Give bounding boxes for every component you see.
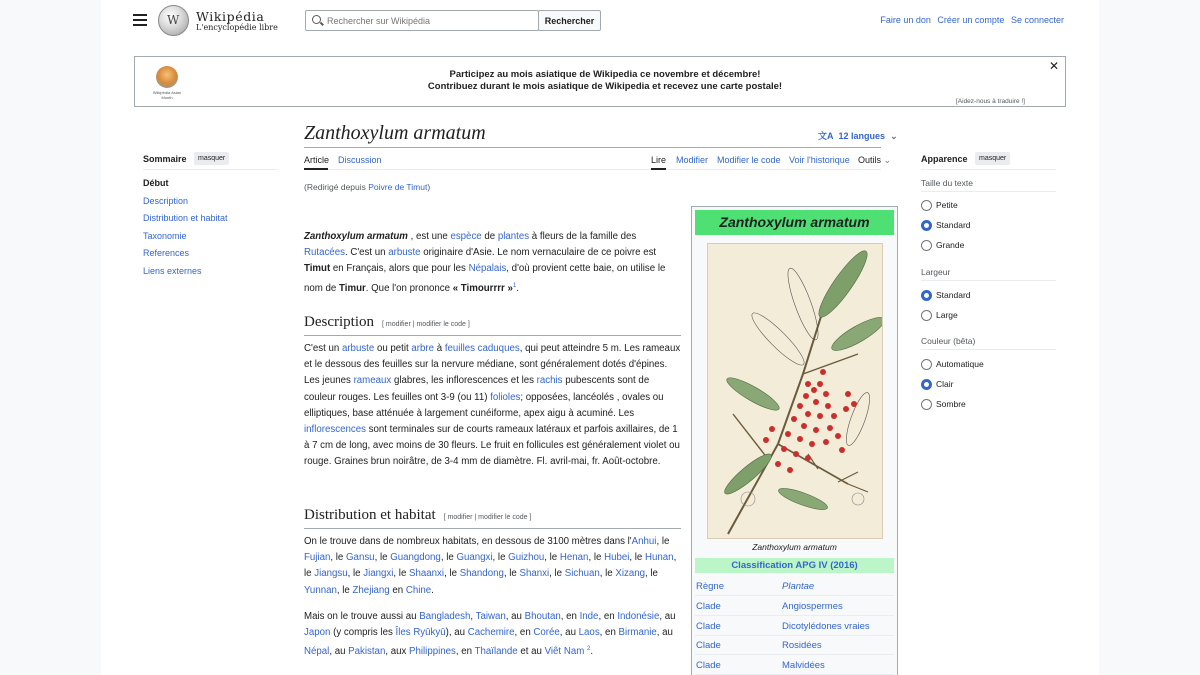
toc-hide-button[interactable]: masquer <box>194 152 229 165</box>
tab-modifier[interactable]: Modifier <box>676 155 709 165</box>
taxobox-row: Clade Angiospermes <box>695 597 894 616</box>
plant-illustration-icon <box>708 244 883 539</box>
appearance-title: Apparence <box>921 154 968 164</box>
toc-item-description[interactable]: Description <box>143 196 189 206</box>
translate-icon: 文A <box>818 131 834 141</box>
tab-outils[interactable]: Outils ⌄ <box>858 155 892 165</box>
tab-modifier-code[interactable]: Modifier le code <box>717 155 781 165</box>
chevron-down-icon: ⌄ <box>887 131 898 141</box>
login-link[interactable]: Se connecter <box>1010 15 1064 25</box>
description-edit-links[interactable]: [ modifier | modifier le code ] <box>381 321 470 328</box>
classification-header[interactable]: Classification APG IV (2016) <box>695 558 894 573</box>
toc-item-references[interactable]: References <box>143 248 190 258</box>
redirect-note: (Redirigé depuis Poivre de Timut) <box>304 182 431 192</box>
redirect-link[interactable]: Poivre de Timut <box>368 182 428 192</box>
text-size-label: Taille du texte <box>921 178 973 188</box>
page-title: Zanthoxylum armatum <box>304 122 486 144</box>
distribution-paragraph-1: On le trouve dans de nombreux habitats, en dessous de 3100 mètres dans l'Anhui, le Fujian, le Gansu, le Guangdong, le Guangxi, le Guizhou, le Henan, le Hubei, le Hunan, le Jiangsu, le Jiangxi, le Shaanxi, le Shandong, le Shanxi, le Sichuan, le Xizang, le Yunnan, le Zhejiang en Chine. <box>304 536 677 596</box>
taxobox-row: Clade Malvidées <box>695 656 894 675</box>
search-icon <box>312 15 321 24</box>
tab-article[interactable]: Article <box>304 155 330 165</box>
toc-item-debut[interactable]: Début <box>143 178 169 188</box>
distribution-paragraph-2: Mais on le trouve aussi au Bangladesh, Taiwan, au Bhoutan, en Inde, en Indonésie, au Japon (y compris les Îles Ryūkyū), au Cachemire, en Corée, au Laos, en Birmanie, au Népal, au Pakistan, aux Philippines, en Thaïlande et au Viêt Nam $^2$. <box>304 611 676 658</box>
width-label: Largeur <box>921 267 951 277</box>
taxobox-title: Zanthoxylum armatum <box>695 210 894 235</box>
taxobox-row: Clade Rosidées <box>695 636 894 655</box>
translate-help-link[interactable]: [Aidez-nous à traduire !] <box>955 98 1025 105</box>
wikipedia-globe-icon[interactable] <box>158 5 189 36</box>
page: W Wikipédia L'encyclopédie libre Rechercher sur Wikipédia Rechercher Faire un don Créer un compte Se connecter Wikipédia Asian Month Participez au mois asiatique de Wikipedia ce novembre et décembre! Contribuez durant le mois asiatique de Wikipedia et recevez une carte postale! ✕ [Aidez-nous à traduire !] Sommaire masquer Début Description Distribution et habitat Taxonomie References Liens externes Zanthoxylum armatum 文A 12 langues ⌄ Article Discussion Lire Modifier Modifier le code Voir l'historique Outils ⌄ (Redirigé depuis Poivre de Timut) Zanthoxylum armatum , est une espèce de plantes à fleurs de la famille des Rutacées. C'est un arbuste originaire d'Asie. Le nom vernaculaire de ce poivre est Timut en Français, alors que pour les Népalais, d'où provient cette baie, on utilise le nom de Timur. Que l'on prononce « Timourrrr »$^1$. Description [ modifier | modifier le code ] C'est un arbuste ou petit arbre à feuilles caduques, qui peut atteindre 5 m. Les rameaux et le dessous des feuilles sur la nervure médiane, sont généralement dotés d'épines. Les jeunes rameaux glabres, les inflorescences et les rachis pubescents sont de couleur rouges. Les feuilles ont 3-9 (ou 11) folioles; opposées, lancéolés , ovales ou elliptiques, base atténuée à largement cunéiforme, apex aigu à acuminé. Les inflorescences sont terminales sur de courts rameaux latéraux et parfois axillaires, de 1 à 7 cm de long, avec moins de 30 fleurs. Le fruit en follicules est généralement violet ou rouge. Graines brun noirâtre, de 3-4 mm de diamètre. Fl. avril-mai, fr. Août-octobre. Distribution et habitat [ modifier | modifier le code ] On le trouve dans de nombreux habitats, en dessous de 3100 mètres dans l'Anhui, le Fujian, le Gansu, le Guangdong, le Guangxi, le Guizhou, le Henan, le Hubei, le Hunan, le Jiangsu, le Jiangxi, le Shaanxi, le Shandong, le Shanxi, le Sichuan, le Xizang, le Yunnan, le Zhejiang en Chine. Mais on le trouve aussi au Bangladesh, Taiwan, au Bhoutan, en Inde, en Indonésie, au Japon (y compris les Îles Ryūkyū), au Cachemire, en Corée, au Laos, en Birmanie, au Népal, au Pakistan, aux Philippines, en Thaïlande et au Viêt Nam $^2$. Zanthoxylum armatum Zanthoxylum armatum Classification APG IV (2016) Règne Plantae Clade Angiospermes Clade Dicotylédones vraies Clade Rosidées Clade Malvidées Apparence masquer Taille du texte Petite Standard Grande Largeur Standard Large Couleur (bêta) Automatique Clair Sombre <box>101 0 1099 675</box>
tagline: L'encyclopédie libre <box>196 23 278 32</box>
wordmark[interactable]: Wikipédia <box>196 9 265 24</box>
toc-item-distribution[interactable]: Distribution et habitat <box>143 213 228 223</box>
taxobox-row: Règne Plantae <box>695 577 894 596</box>
color-label: Couleur (bêta) <box>921 336 976 346</box>
toc-title: Sommaire <box>143 154 187 164</box>
toc-item-taxonomie[interactable]: Taxonomie <box>143 231 187 241</box>
description-paragraph: C'est un arbuste ou petit arbre à feuilles caduques, qui peut atteindre 5 m. Les rameaux et le dessous des feuilles sur la nervure médiane, sont généralement dotés d'épines. Les jeunes rameaux glabres, les inflorescences et les rachis pubescents sont de couleur rouges. Les feuilles ont 3-9 (ou 11) folioles; opposées, lancéolés , ovales ou elliptiques, base atténuée à largement cunéiforme, apex aigu à acuminé. Les inflorescences sont terminales sur de courts rameaux latéraux et parfois axillaires, de 1 à 7 cm de long, avec moins de 30 fleurs. Le fruit en follicules est généralement violet ou rouge. Graines brun noirâtre, de 3-4 mm de diamètre. Fl. avril-mai, fr. Août-octobre. <box>304 343 681 468</box>
main-menu-icon[interactable] <box>133 14 147 26</box>
search-input[interactable] <box>327 14 527 28</box>
asian-month-logo: Wikipédia Asian Month <box>150 64 184 98</box>
donate-link[interactable]: Faire un don <box>880 15 931 25</box>
globe-logo-icon <box>156 66 178 88</box>
close-icon[interactable]: ✕ <box>1048 59 1059 73</box>
campaign-banner <box>134 56 1066 107</box>
botanical-illustration[interactable] <box>707 243 883 539</box>
intro-paragraph: Zanthoxylum armatum , est une espèce de plantes à fleurs de la famille des Rutacées. C'est un arbuste originaire d'Asie. Le nom vernaculaire de ce poivre est Timut en Français, alors que pour les Népalais, d'où provient cette baie, on utilise le nom de Timur. Que l'on prononce « Timourrrr »$^1$. <box>304 231 666 294</box>
section-description-heading: Description [ modifier | modifier le code ] <box>304 314 470 330</box>
chevron-down-icon: ⌄ <box>881 155 892 165</box>
search-box[interactable] <box>305 10 539 31</box>
distribution-edit-links[interactable]: [ modifier | modifier le code ] <box>443 514 532 521</box>
section-distribution-heading: Distribution et habitat [ modifier | modifier le code ] <box>304 507 532 523</box>
language-button[interactable]: 文A 12 langues ⌄ <box>818 131 898 141</box>
taxobox <box>691 206 898 675</box>
taxobox-row: Clade Dicotylédones vraies <box>695 617 894 636</box>
create-account-link[interactable]: Créer un compte <box>937 15 1005 25</box>
user-links <box>876 15 1064 25</box>
toc-item-liens-externes[interactable]: Liens externes <box>143 266 202 276</box>
tab-lire[interactable]: Lire <box>651 155 667 165</box>
search-button[interactable]: Rechercher <box>538 10 601 31</box>
tab-historique[interactable]: Voir l'historique <box>789 155 850 165</box>
tab-discussion[interactable]: Discussion <box>338 155 382 165</box>
banner-text: Participez au mois asiatique de Wikipedia ce novembre et décembre! Contribuez durant le mois asiatique de Wikipedia et recevez une carte postale! <box>427 69 783 92</box>
taxobox-caption: Zanthoxylum armatum <box>752 542 837 552</box>
appearance-hide-button[interactable]: masquer <box>975 152 1010 165</box>
